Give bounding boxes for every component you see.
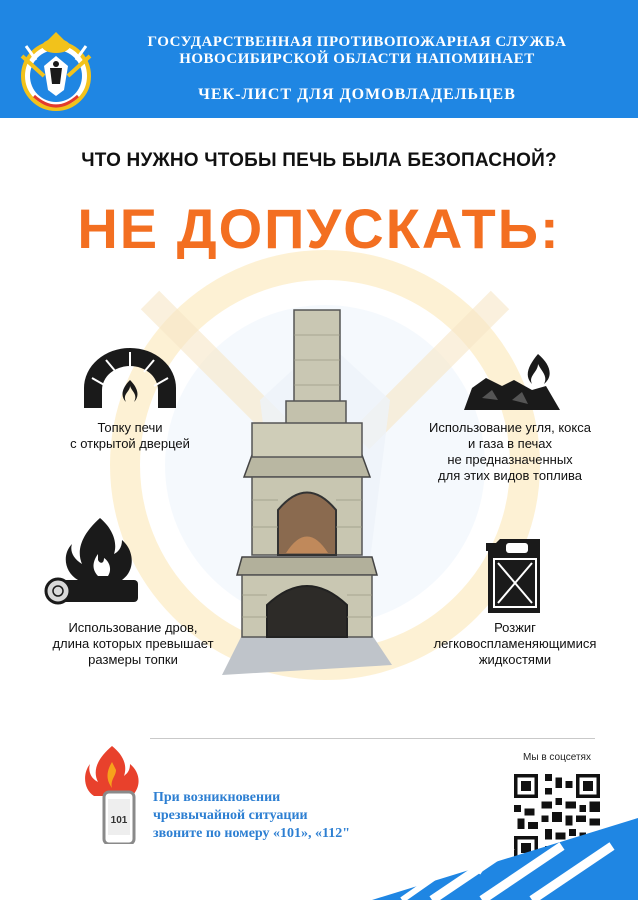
stove-illustration: [222, 305, 392, 675]
emergency-line: звоните по номеру «101», «112": [153, 826, 351, 841]
item-caption-coal: [410, 420, 610, 484]
phone-number-label: 101: [110, 815, 128, 826]
fire-service-emblem-icon: [14, 26, 98, 116]
emergency-line: чрезвычайной ситуации: [153, 808, 308, 823]
item-caption-line: Использование угля, кокса: [429, 420, 591, 435]
section-divider: [150, 738, 595, 739]
item-caption-line: жидкостями: [478, 652, 552, 667]
item-caption-line: Топку печи: [97, 420, 163, 435]
item-caption-line: размеры топки: [88, 652, 178, 667]
header-checklist-title: ЧЕК-ЛИСТ ДЛЯ ДОМОВЛАДЕЛЬЦЕВ: [198, 86, 516, 103]
item-caption-line: длина которых превышает: [52, 636, 214, 651]
item-caption-open-door: [55, 420, 205, 452]
item-caption-flammables: [410, 620, 620, 668]
header-banner: [0, 0, 638, 118]
fuel-canister-icon: [484, 537, 544, 613]
page-question: ЧТО НУЖНО ЧТОБЫ ПЕЧЬ БЫЛА БЕЗОПАСНОЙ?: [81, 150, 557, 171]
phone-fire-icon: [82, 744, 142, 844]
emergency-line: При возникновении: [153, 790, 281, 805]
header-line-1: ГОСУДАРСТВЕННАЯ ПРОТИВОПОЖАРНАЯ СЛУЖБА: [147, 34, 567, 50]
burning-log-icon: [42, 514, 140, 606]
corner-stripes-decoration: [372, 818, 638, 900]
item-caption-line: Использование дров,: [68, 620, 198, 635]
item-caption-line: легковоспламеняющимися: [433, 636, 597, 651]
item-caption-line: и газа в печах: [467, 436, 553, 451]
item-caption-logs: [28, 620, 238, 668]
page-headline: НЕ ДОПУСКАТЬ:: [77, 197, 561, 260]
coal-fire-icon: [462, 350, 562, 410]
header-line-2: НОВОСИБИРСКОЙ ОБЛАСТИ НАПОМИНАЕТ: [179, 51, 535, 67]
item-caption-line: с открытой дверцей: [70, 436, 190, 451]
social-label: Мы в соцсетях: [523, 752, 591, 763]
open-furnace-fire-icon: [78, 348, 182, 408]
item-caption-line: не предназначенных: [447, 452, 573, 467]
item-caption-line: для этих видов топлива: [438, 468, 582, 483]
item-caption-line: Розжиг: [494, 620, 536, 635]
